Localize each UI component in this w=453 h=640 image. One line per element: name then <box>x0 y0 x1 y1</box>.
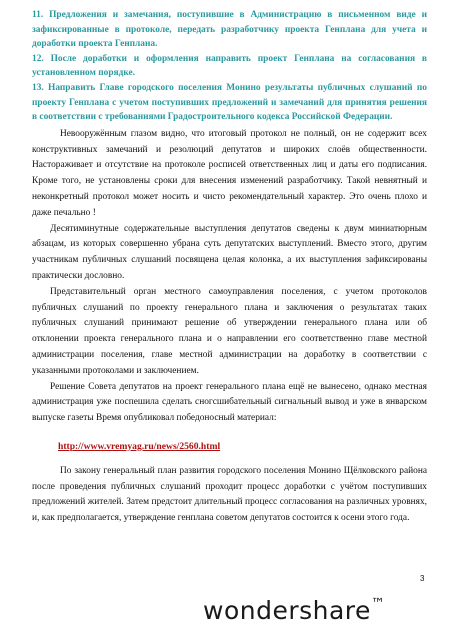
body-paragraph: Невооружённым глазом видно, что итоговый протокол не полный, он не содержит всех конструктивных замечаний и резолюций депутатов и широких слоёв общественности. Настораживает и отсутствие на протоколе росписей ответственных лиц и даты его подписания. Кроме того, не установлены сроки для внесения изменений разработчику. Такой невнятный и неконкретный протокол может носить и чисто рекомендательный характер. Это очень плохо и даже печально ! <box>32 128 427 218</box>
body-paragraph: Представительный орган местного самоуправления поселения, с учетом протоколов публичных слушаний по проекту генерального плана и заключения о результатах таких публичных слушаний принимают решение об утверждении генерального плана или об отклонении проекта генерального плана и о направлении его соответственно главе местной администрации поселения, главе местной администрации на доработку в соответствии с указанными протоколами и заключением. <box>32 286 427 376</box>
page-number: 3 <box>420 574 425 583</box>
watermark-logo <box>203 596 443 636</box>
news-link[interactable]: http://www.vremyag.ru/news/2560.html <box>58 440 221 452</box>
body-paragraph: Решение Совета депутатов на проект генерального плана ещё не вынесено, однако местная администрация уже поспешила сделать сногсшибательный сигнальный вывод и уже в январском выпуске газеты Время опубликовал победоносный материал: <box>32 381 427 424</box>
resolution-item-11: 11. Предложения и замечания, поступившие в Администрацию в письменном виде и зафиксированные в протоколе, передать разработчику проекта Генплана для учета и доработки проекта Генплана. <box>32 10 427 50</box>
body-paragraph: Десятиминутные содержательные выступления депутатов сведены к двум миниатюрным абзацам, из которых совершенно убрана суть депутатских выступлений. Вместо этого, другим участникам публичных слушаний посвящена целая колонка, а их выступления зафиксированы практически дословно. <box>32 223 427 281</box>
resolution-item-12: 12. После доработки и оформления направить проект Генплана на согласования в установленном порядке. <box>32 53 427 79</box>
resolution-item-13: 13. Направить Главе городского поселения Монино результаты публичных слушаний по проекту Генплана с учетом поступивших предложений и замечаний для принятия решения в соответствии с требованиями Градостроительного кодекса Российской Федерации. <box>32 82 427 123</box>
news-link-line <box>58 441 427 452</box>
document-page <box>32 8 427 527</box>
watermark-brand: wondershare™ <box>203 596 386 625</box>
closing-paragraph: По закону генеральный план развития городского поселения Монино Щёлковского района после проведения публичных слушаний проходит процесс доработки с учётом поступивших предложений жителей. Затем предстоит длительный процесс согласования на различных уровнях, и, как предполагается, утверждение генплана советом депутатов состоится к осени этого года. <box>32 465 427 524</box>
